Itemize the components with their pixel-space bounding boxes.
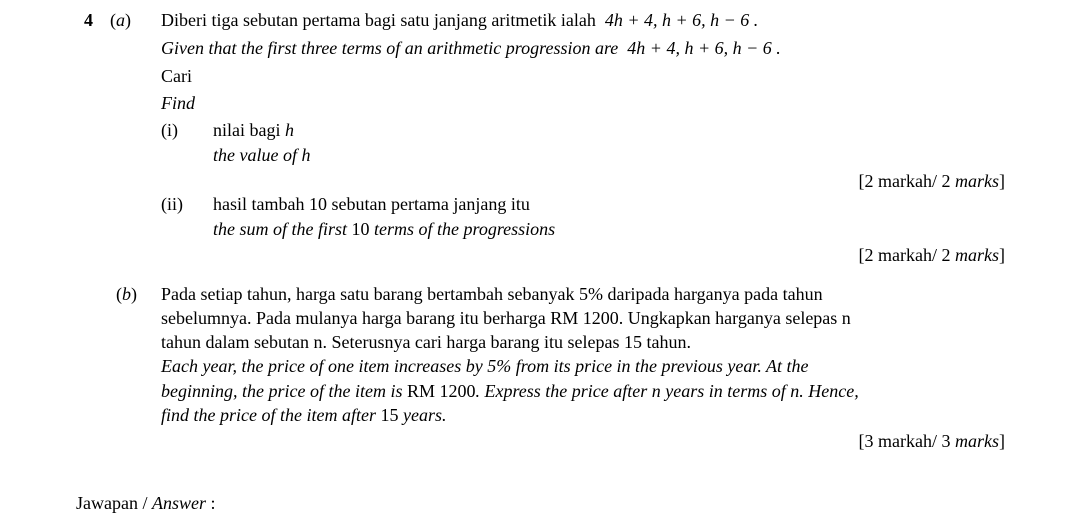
cari-label: Cari	[161, 66, 192, 86]
subpart-ii-number: (ii)	[161, 194, 183, 214]
part-b-ms-line-1: Pada setiap tahun, harga satu barang bertambah sebanyak 5% daripada harganya pada tahun	[161, 284, 823, 304]
subpart-i-en: the value of h	[213, 145, 311, 165]
subpart-ii-en: the sum of the first 10 terms of the progressions	[213, 219, 556, 239]
part-b-ms-line-3: tahun dalam sebutan n. Seterusnya cari harga barang itu selepas 15 tahun.	[161, 332, 691, 352]
part-b-en-line-2: beginning, the price of the item is RM 1200. Express the price after n years in terms of n. Hence,	[161, 381, 859, 401]
part-b-en-line-3: find the price of the item after 15 years.	[161, 405, 447, 425]
part-a-intro-en: Given that the first three terms of an arithmetic progression are 4h + 4, h + 6, h − 6 .	[161, 38, 781, 58]
part-b-marks: [3 markah/ 3 marks]	[858, 431, 1005, 451]
subpart-ii-ms: hasil tambah 10 sebutan pertama janjang itu	[213, 194, 530, 214]
answer-label: Jawapan / Answer :	[76, 493, 216, 513]
subpart-i-ms: nilai bagi h	[213, 120, 294, 140]
subpart-i-marks: [2 markah/ 2 marks]	[858, 171, 1005, 191]
part-b-en-line-1: Each year, the price of one item increases by 5% from its price in the previous year. At the	[161, 356, 809, 376]
part-b-ms-line-2: sebelumnya. Pada mulanya harga barang itu berharga RM 1200. Ungkapkan harganya selepas n	[161, 308, 851, 328]
question-number: 4	[84, 10, 93, 30]
part-a-intro-ms: Diberi tiga sebutan pertama bagi satu janjang aritmetik ialah 4h + 4, h + 6, h − 6 .	[161, 10, 759, 30]
terms-ms: 4h + 4, h + 6, h − 6 .	[604, 10, 759, 30]
terms-en: 4h + 4, h + 6, h − 6 .	[627, 38, 781, 58]
subpart-i-number: (i)	[161, 120, 178, 140]
part-a-label: (a)	[110, 10, 131, 30]
find-label: Find	[161, 93, 195, 113]
part-b-label: (b)	[116, 284, 137, 304]
subpart-ii-marks: [2 markah/ 2 marks]	[858, 245, 1005, 265]
